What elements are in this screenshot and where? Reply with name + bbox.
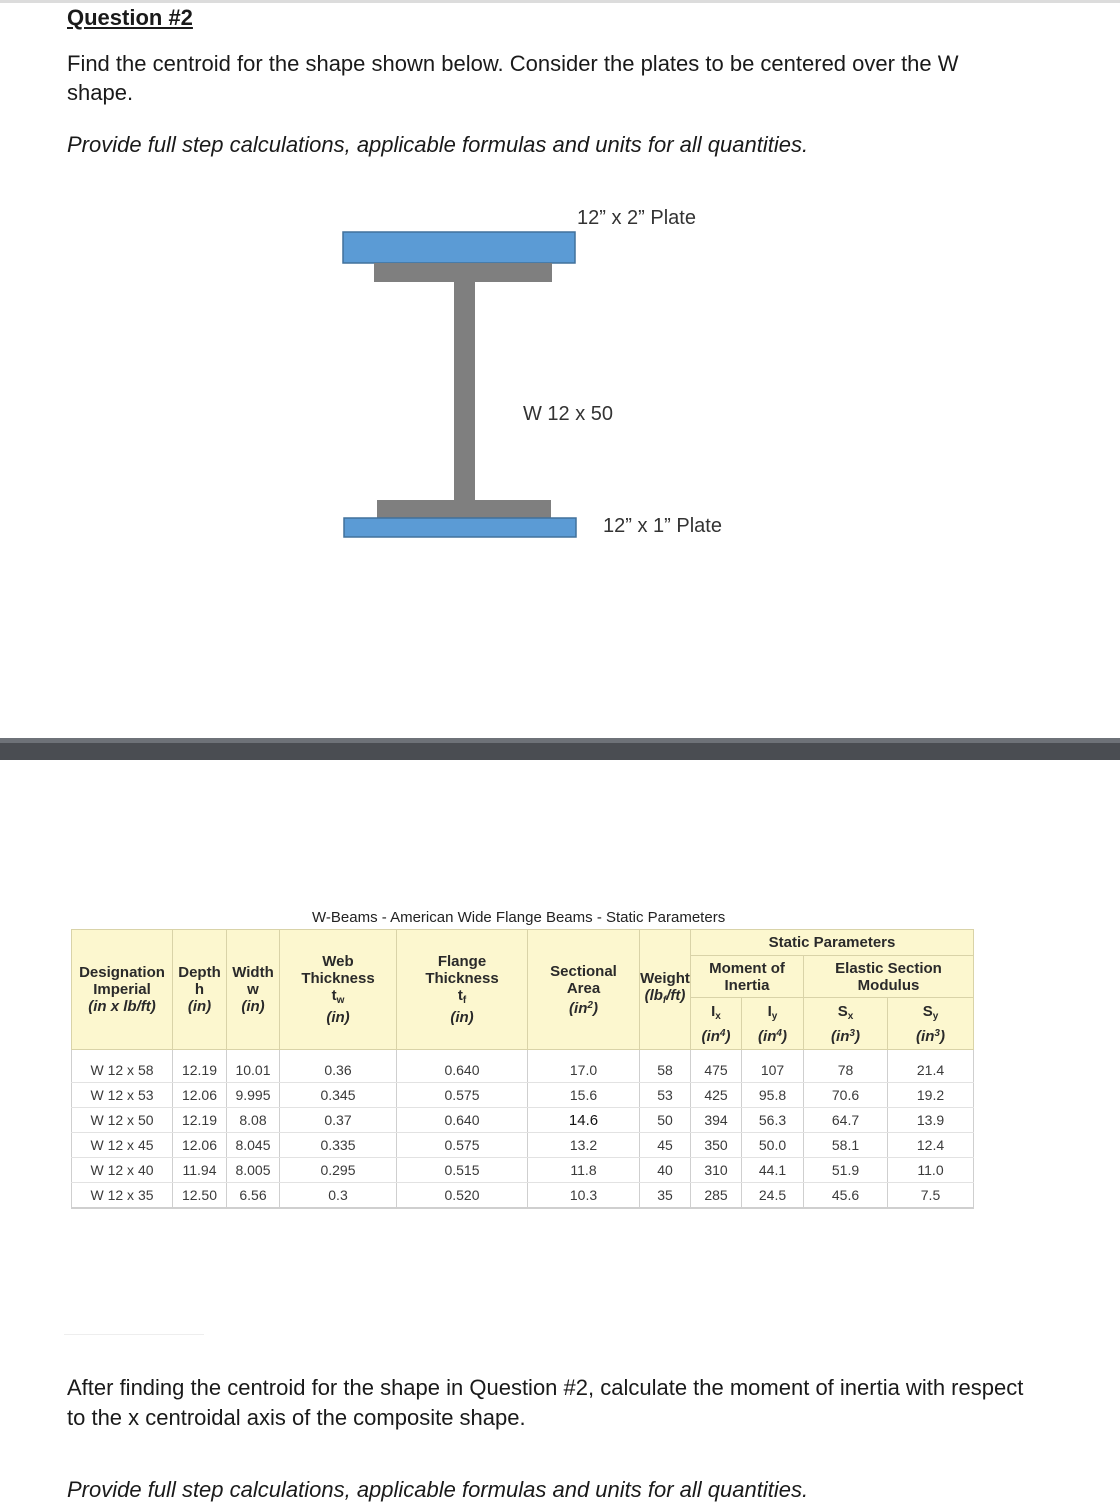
web bbox=[454, 282, 475, 500]
group-static-parameters: Static Parameters bbox=[691, 930, 974, 956]
w-beam-table bbox=[71, 929, 974, 1209]
faint-rule bbox=[64, 1334, 204, 1335]
col-width: Width w (in) bbox=[227, 930, 280, 1050]
col-sy: $S_y$ $(in^3)$ bbox=[888, 998, 974, 1050]
composite-shape-diagram bbox=[0, 180, 1120, 560]
col-iy: $I_y$ $(in^4)$ bbox=[742, 998, 804, 1050]
group-elastic-section-modulus: Elastic Section Modulus bbox=[804, 956, 974, 998]
col-sx: $S_x$ $(in^3)$ bbox=[804, 998, 888, 1050]
table-caption: W-Beams - American Wide Flange Beams - Static Parameters bbox=[312, 909, 726, 926]
section-divider-highlight bbox=[0, 738, 1120, 743]
top-rule bbox=[0, 0, 1120, 3]
col-ix: $I_x$ $(in^4)$ bbox=[691, 998, 742, 1050]
question-text: Find the centroid for the shape shown below. Consider the plates to be centered over the W shape. bbox=[67, 51, 959, 105]
col-depth: Depth h (in) bbox=[173, 930, 227, 1050]
w-shape-label: W 12 x 50 bbox=[523, 403, 614, 425]
table-row: W 12 x 40 11.94 8.005 0.295 0.515 11.8 40 310 44.1 51.9 11.0 bbox=[72, 1158, 974, 1183]
col-designation: Designation Imperial (in x lb/ft) bbox=[72, 930, 173, 1050]
followup-instructions: Provide full step calculations, applicable formulas and units for all quantities. bbox=[67, 1477, 809, 1502]
top-plate-label: 12” x 2” Plate bbox=[577, 207, 696, 229]
bottom-plate-label: 12” x 1” Plate bbox=[603, 515, 722, 537]
table-row: W 12 x 45 12.06 8.045 0.335 0.575 13.2 45 350 50.0 58.1 12.4 bbox=[72, 1133, 974, 1158]
table-row: W 12 x 35 12.50 6.56 0.3 0.520 10.3 35 285 24.5 45.6 7.5 bbox=[72, 1183, 974, 1209]
table-row: W 12 x 53 12.06 9.995 0.345 0.575 15.6 53 425 95.8 70.6 19.2 bbox=[72, 1083, 974, 1108]
bottom-plate bbox=[344, 518, 576, 537]
col-weight: Weight $(lb_f/ft)$ bbox=[640, 930, 691, 1050]
col-flange-thickness: Flange Thickness $t_f$ (in) bbox=[397, 930, 528, 1050]
table-row: W 12 x 50 12.19 8.08 0.37 0.640 14.6 50 394 56.3 64.7 13.9 bbox=[72, 1108, 974, 1133]
question-instructions: Provide full step calculations, applicable formulas and units for all quantities. bbox=[67, 132, 809, 157]
table-row: W 12 x 58 12.19 10.01 0.36 0.640 17.0 58 475 107 78 21.4 bbox=[72, 1050, 974, 1083]
top-plate bbox=[343, 232, 575, 263]
question-title: Question #2 bbox=[67, 5, 193, 30]
bottom-flange bbox=[377, 500, 551, 518]
group-moment-of-inertia: Moment of Inertia bbox=[691, 956, 804, 998]
col-sectional-area: Sectional Area $(in^2)$ bbox=[528, 930, 640, 1050]
col-web-thickness: Web Thickness $t_w$ (in) bbox=[280, 930, 397, 1050]
followup-text: After finding the centroid for the shape in Question #2, calculate the moment of inertia with respect to the x centroidal axis of the composite shape. bbox=[67, 1375, 1024, 1430]
top-flange bbox=[374, 263, 552, 282]
